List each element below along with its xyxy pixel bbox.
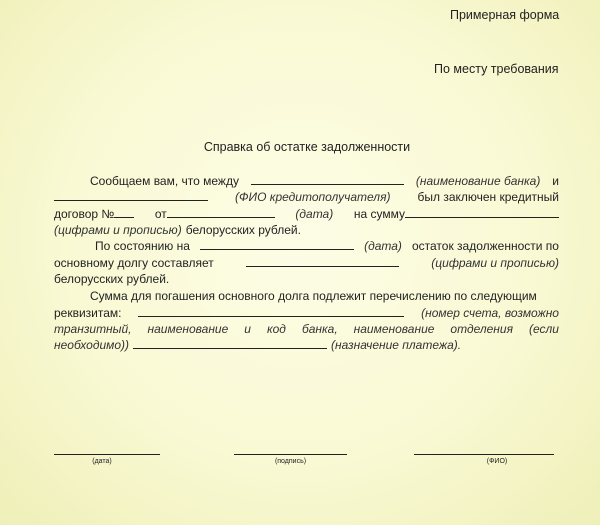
hint-amount: (цифрами и прописью) — [431, 256, 559, 270]
signature-line — [234, 454, 347, 455]
text: белорусских рублей. — [54, 272, 170, 286]
date-signature-line — [54, 454, 160, 455]
text: остаток задолженности по — [411, 239, 559, 253]
text: от — [155, 206, 275, 222]
blank-requisites — [138, 305, 404, 317]
hint-requisites-cont: транзитный, наименование и код банка, наименование отделения (если — [54, 322, 559, 336]
signature-label: (подпись) — [274, 458, 307, 465]
name-label: (ФИО) — [486, 458, 508, 465]
hint-requisites: (номер счета, возможно — [421, 306, 559, 320]
text: основному долгу составляет — [54, 256, 214, 270]
text: и — [552, 174, 559, 188]
hint-requisites-end: необходимо)) — [54, 338, 130, 352]
blank-contract-number — [114, 206, 134, 218]
hint-amount: (цифрами и прописью) — [54, 223, 182, 237]
name-signature-line — [414, 454, 554, 455]
text: По состоянию на — [95, 239, 190, 253]
text: был заключен кредитный — [417, 190, 559, 204]
blank-balance-amount — [246, 255, 399, 267]
text: белорусских рублей. — [185, 223, 301, 237]
text: Сообщаем вам, что между — [90, 174, 239, 188]
blank-amount — [405, 206, 559, 218]
date-label: (дата) — [92, 458, 112, 465]
hint-date: (дата) — [364, 239, 402, 253]
blank-borrower-name — [54, 189, 208, 201]
hint-date: (дата) — [295, 207, 334, 221]
text: реквизитам: — [54, 306, 122, 320]
document-title: Справка об остатке задолженности — [203, 140, 411, 154]
hint-payment-purpose: (назначение платежа). — [331, 338, 462, 352]
blank-bank-name — [251, 173, 404, 185]
text: на сумму — [354, 206, 559, 222]
hint-borrower-name: (ФИО кредитополучателя) — [235, 190, 391, 204]
recipient-label: По месту требования — [434, 62, 559, 76]
form-label: Примерная форма — [450, 8, 560, 22]
blank-balance-date — [200, 238, 354, 250]
text: договор № — [54, 206, 134, 222]
text: Сумма для погашения основного долга подлежит перечислению по следующим — [90, 289, 537, 303]
blank-contract-date — [167, 206, 275, 218]
blank-payment-purpose — [133, 337, 327, 349]
hint-bank-name: (наименование банка) — [415, 174, 541, 188]
